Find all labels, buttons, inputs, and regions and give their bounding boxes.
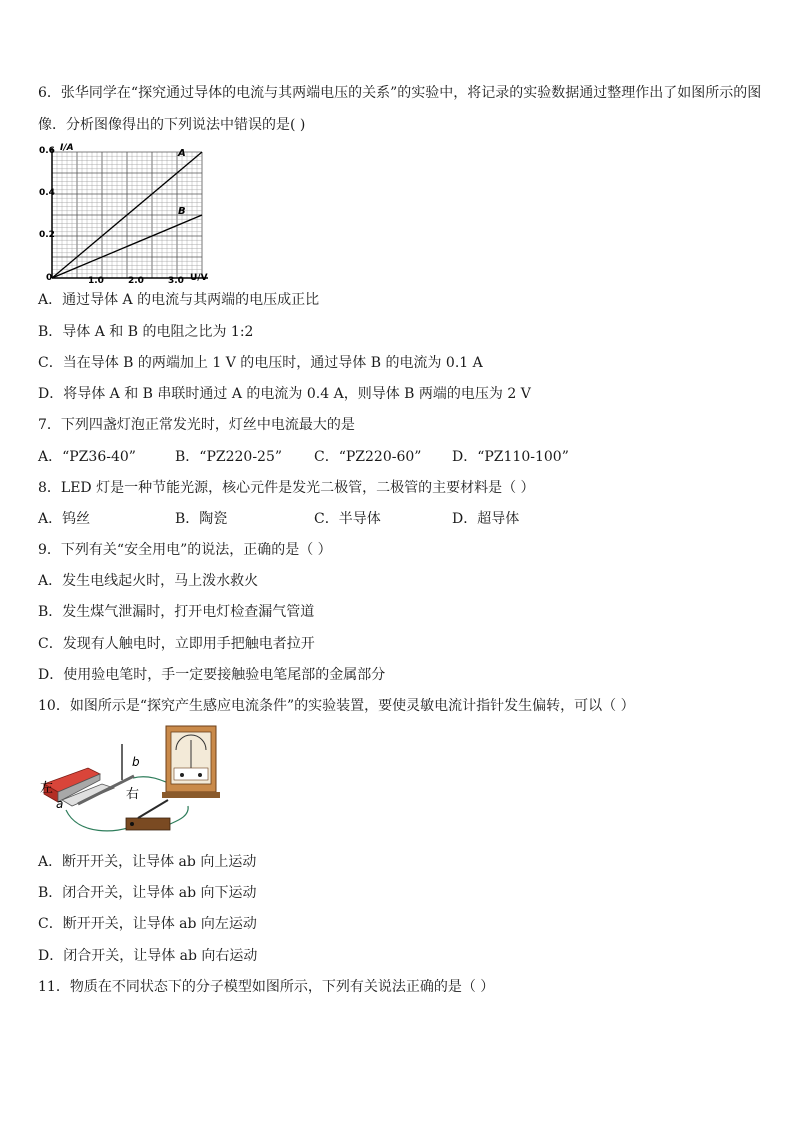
series-a-label: A: [178, 148, 186, 159]
origin-label: 0: [46, 273, 53, 283]
y-tick-0.4: 0.4: [39, 188, 55, 198]
y-tick-0.2: 0.2: [39, 230, 55, 240]
q6-option-b[interactable]: B．导体 A 和 B 的电阻之比为 1:2: [38, 324, 254, 340]
galvanometer-base: [162, 792, 220, 798]
q8-option-a[interactable]: A．钨丝: [38, 511, 91, 527]
q7-stem: 7．下列四盏灯泡正常发光时，灯丝中电流最大的是: [38, 417, 355, 433]
q9-option-a[interactable]: A．发生电线起火时，马上泼水救火: [38, 573, 259, 589]
q7-option-d[interactable]: D．“PZ110-100”: [452, 449, 569, 465]
y-axis-label: I/A: [60, 143, 74, 153]
q10-option-a[interactable]: A．断开开关，让导体 ab 向上运动: [38, 854, 257, 870]
label-left: 左: [40, 781, 54, 796]
q7-option-b[interactable]: B．“PZ220-25”: [175, 449, 283, 465]
q10-option-d[interactable]: D．闭合开关，让导体 ab 向右运动: [38, 948, 258, 964]
q10-option-b[interactable]: B．闭合开关，让导体 ab 向下运动: [38, 885, 257, 901]
q10-induction-apparatus: [38, 718, 228, 843]
label-a: a: [56, 797, 64, 811]
q6-option-c[interactable]: C．当在导体 B 的两端加上 1 V 的电压时，通过导体 B 的电流为 0.1 A: [38, 355, 483, 371]
x-tick-2.0: 2.0: [128, 276, 144, 286]
q6-iu-graph: [30, 140, 220, 288]
x-axis-label: U/V: [190, 273, 208, 283]
y-tick-0.6: 0.6: [39, 146, 55, 156]
wire-left: [66, 810, 133, 831]
q9-option-b[interactable]: B．发生煤气泄漏时，打开电灯检查漏气管道: [38, 604, 315, 620]
q11-stem: 11．物质在不同状态下的分子模型如图所示，下列有关说法正确的是（ ）: [38, 979, 495, 995]
q8-option-c[interactable]: C．半导体: [314, 511, 381, 527]
terminal-right-icon: [198, 773, 202, 777]
switch-terminal-icon: [130, 822, 134, 826]
label-right: 右: [126, 787, 140, 802]
q9-option-d[interactable]: D．使用验电笔时，手一定要接触验电笔尾部的金属部分: [38, 667, 386, 683]
q10-option-c[interactable]: C．断开开关，让导体 ab 向左运动: [38, 916, 257, 932]
x-tick-1.0: 1.0: [88, 276, 104, 286]
q9-stem: 9．下列有关“安全用电”的说法，正确的是（ ）: [38, 542, 332, 558]
q9-option-c[interactable]: C．发现有人触电时，立即用手把触电者拉开: [38, 636, 315, 652]
q6-stem-line2: 像．分析图像得出的下列说法中错误的是( ): [38, 117, 306, 133]
switch-lever: [138, 800, 168, 818]
q6-stem-line1: 6．张华同学在“探究通过导体的电流与其两端电压的关系”的实验中，将记录的实验数据通过整理作出了如图所示的图: [38, 85, 762, 101]
q6-option-a[interactable]: A．通过导体 A 的电流与其两端的电压成正比: [38, 292, 320, 308]
q7-option-c[interactable]: C．“PZ220-60”: [314, 449, 422, 465]
q8-option-b[interactable]: B．陶瓷: [175, 511, 228, 527]
series-b-label: B: [178, 206, 186, 217]
terminal-left-icon: [180, 773, 184, 777]
label-b: b: [132, 755, 140, 769]
galvanometer-terminal-panel: [174, 768, 208, 780]
x-tick-3.0: 3.0: [168, 276, 184, 286]
q7-option-a[interactable]: A．“PZ36-40”: [38, 449, 136, 465]
q8-stem: 8．LED 灯是一种节能光源，核心元件是发光二极管，二极管的主要材料是（ ）: [38, 480, 535, 496]
q10-stem: 10．如图所示是“探究产生感应电流条件”的实验装置，要使灵敏电流计指针发生偏转，可以（ ）: [38, 698, 635, 714]
q8-option-d[interactable]: D．超导体: [452, 511, 520, 527]
q6-option-d[interactable]: D．将导体 A 和 B 串联时通过 A 的电流为 0.4 A，则导体 B 两端的电压为 2 V: [38, 386, 531, 402]
